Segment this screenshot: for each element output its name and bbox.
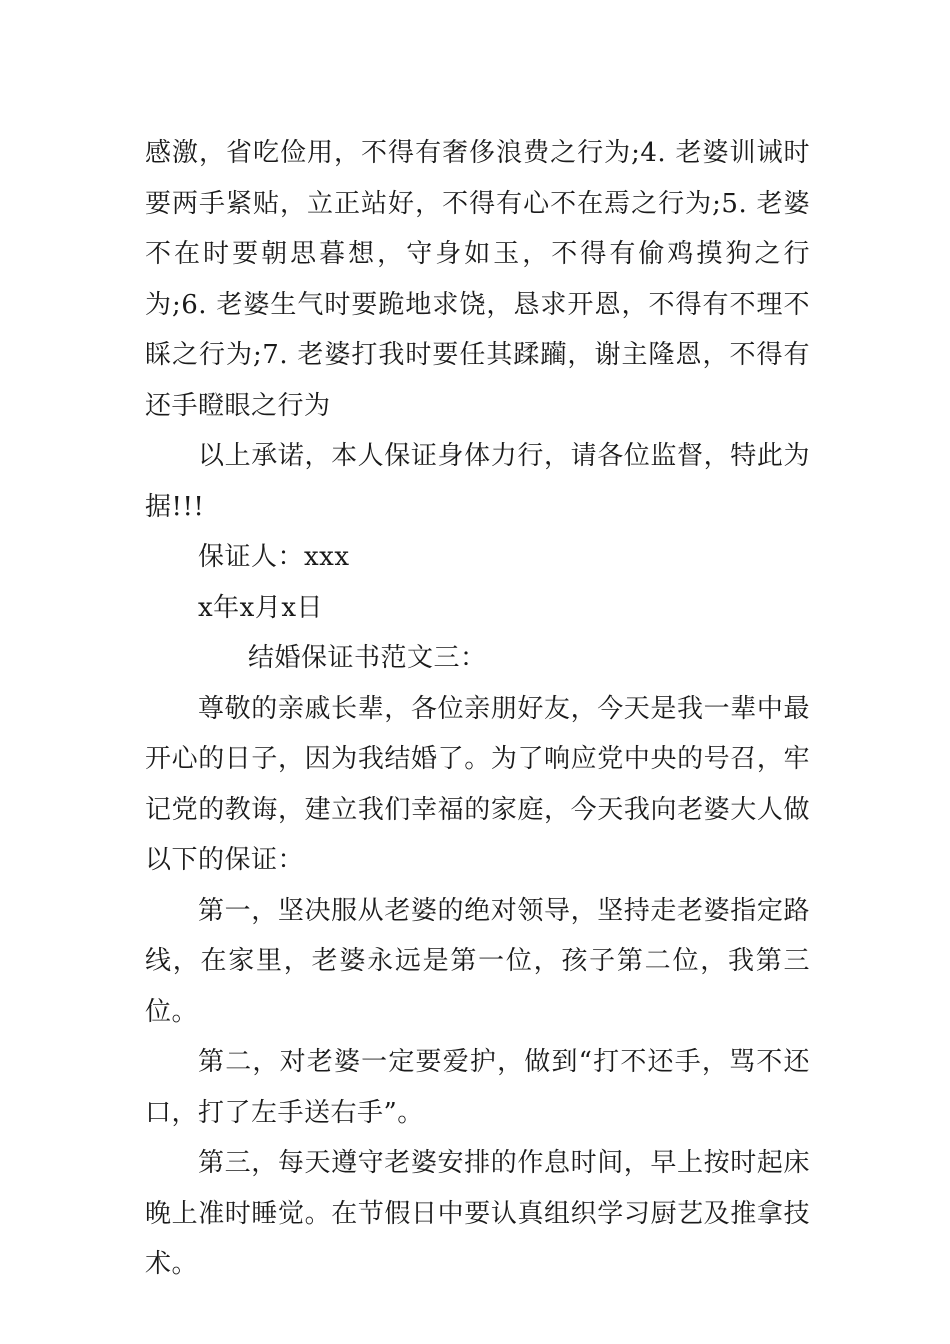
paragraph-first-pledge: 第一，坚决服从老婆的绝对领导，坚持走老婆指定路线，在家里，老婆永远是第一位，孩子第二位，我第三位。	[145, 895, 810, 1027]
paragraph-greeting: 尊敬的亲戚长辈，各位亲朋好友，今天是我一辈中最开心的日子，因为我结婚了。为了响应党中央的号召，牢记党的教诲，建立我们幸福的家庭，今天我向老婆大人做以下的保证：	[145, 693, 810, 875]
document-body	[145, 128, 810, 1290]
guarantor-line: 保证人：xxx	[198, 542, 350, 572]
date-line: x年x月x日	[198, 592, 323, 623]
paragraph-third-pledge: 第三，每天遵守老婆安排的作息时间，早上按时起床晚上准时睡觉。在节假日中要认真组织学习厨艺及推拿技术。	[145, 1148, 810, 1279]
paragraph-second-pledge: 第二，对老婆一定要爱护，做到“打不还手，骂不还口，打了左手送右手”。	[145, 1047, 810, 1128]
paragraph-pledge-items: 感激，省吃俭用，不得有奢侈浪费之行为;4. 老婆训诫时要两手紧贴，立正站好，不得有心不在焉之行为;5. 老婆不在时要朝思暮想，守身如玉，不得有偷鸡摸狗之行为;6. 老婆生气时要跪地求饶，恳求开恩，不得有不理不睬之行为;7. 老婆打我时要任其蹂躏，谢主隆恩，不得有还手瞪眼之行为	[145, 138, 810, 421]
paragraph-commitment: 以上承诺，本人保证身体力行，请各位监督，特此为据!!!	[145, 441, 810, 522]
section-heading: 结婚保证书范文三：	[248, 643, 487, 673]
